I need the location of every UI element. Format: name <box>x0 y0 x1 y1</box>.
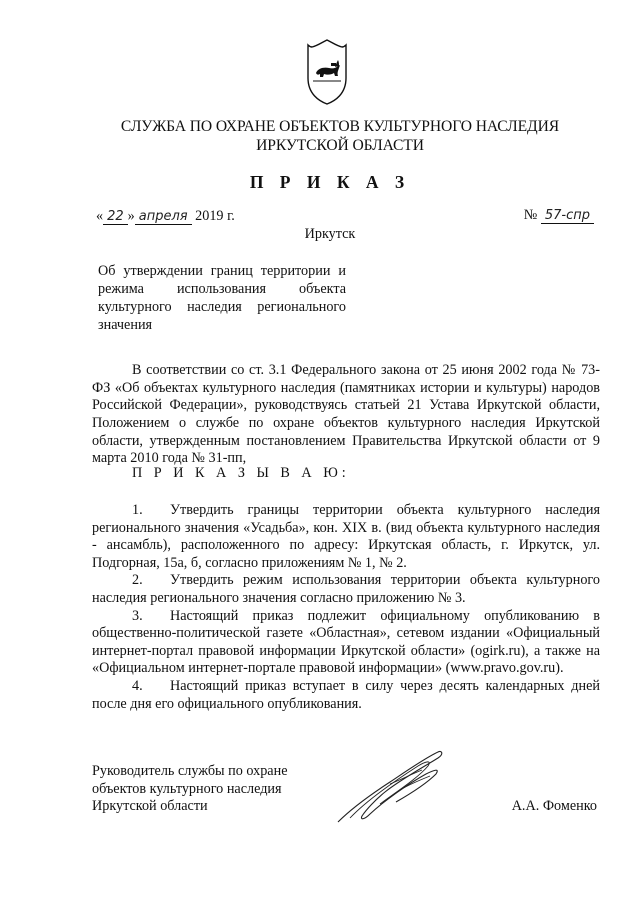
order-item <box>92 572 600 607</box>
number-value: 57-спр <box>541 208 594 224</box>
item-number: 4. <box>132 677 143 694</box>
number-prefix: № <box>523 207 538 223</box>
coat-of-arms-icon <box>307 38 347 106</box>
document-title: П Р И К А З <box>249 172 411 192</box>
item-text: Утвердить режим использования территории объекта культурного наследия регионального значения согласно приложению № 3. <box>92 572 600 606</box>
order-item <box>92 608 600 678</box>
city: Иркутск <box>304 226 356 242</box>
item-text: Настоящий приказ вступает в силу через десять календарных дней после дня его официального опубликования. <box>92 677 600 712</box>
order-item <box>92 678 600 713</box>
quote-close: » <box>127 208 135 224</box>
item-number: 2. <box>132 572 143 589</box>
item-text: Настоящий приказ подлежит официальному опубликованию в общественно-политической газете «Областная», сетевом издании «Официальный интернет-портал правовой информации Иркутской области» (ogirk.ru), а также на «Официальном интернет-портале правовой информации» (www.pravo.gov.ru). <box>92 607 600 677</box>
order-subject: Об утверждении границ территории и режима использования объекта культурного наследия регионального значения <box>98 263 346 333</box>
date-month: апреля <box>135 209 192 225</box>
date-day: 22 <box>103 209 128 225</box>
signatory-title <box>92 763 288 816</box>
signatory-title-line2: объектов культурного наследия <box>92 780 282 797</box>
quote-open: « <box>96 208 104 224</box>
signatory-name: А.А. Фоменко <box>511 798 597 814</box>
preamble-paragraph: В соответствии со ст. 3.1 Федерального закона от 25 июня 2002 года № 73-ФЗ «Об объектах культурного наследия (памятниках истории и культуры) народов Российской Федерации», руководствуясь статьей 21 Устава Иркутской области, Положением о службе по охране объектов культурного наследия Иркутской области, утвержденным постановлением Правительства Иркутской области от 9 марта 2010 года № 31-пп, <box>92 362 600 467</box>
order-date <box>96 208 235 225</box>
signatory-title-line1: Руководитель службы по охране <box>92 763 288 779</box>
signatory-title-line3: Иркутской области <box>92 798 208 815</box>
order-items <box>92 502 600 713</box>
date-year: 2019 г. <box>195 208 235 224</box>
agency-name <box>60 117 620 155</box>
order-word: П Р И К А З Ы В А Ю: <box>132 465 350 481</box>
order-number <box>524 207 594 224</box>
order-item <box>92 502 600 572</box>
item-text: Утвердить границы территории объекта культурного наследия регионального значения «Усадьба», кон. XIX в. (вид объекта культурного наследия - ансамбль), расположенного по адресу: Иркутская область, г. Иркутск, ул. Подгорная, 15а, б, согласно приложениям № 1, № 2. <box>92 502 600 571</box>
item-number: 1. <box>132 502 143 518</box>
handwritten-signature <box>330 740 450 830</box>
agency-name-line2: ИРКУТСКОЙ ОБЛАСТИ <box>256 137 424 154</box>
item-number: 3. <box>132 607 143 624</box>
agency-name-line1: СЛУЖБА ПО ОХРАНЕ ОБЪЕКТОВ КУЛЬТУРНОГО НАСЛЕДИЯ <box>120 118 560 135</box>
